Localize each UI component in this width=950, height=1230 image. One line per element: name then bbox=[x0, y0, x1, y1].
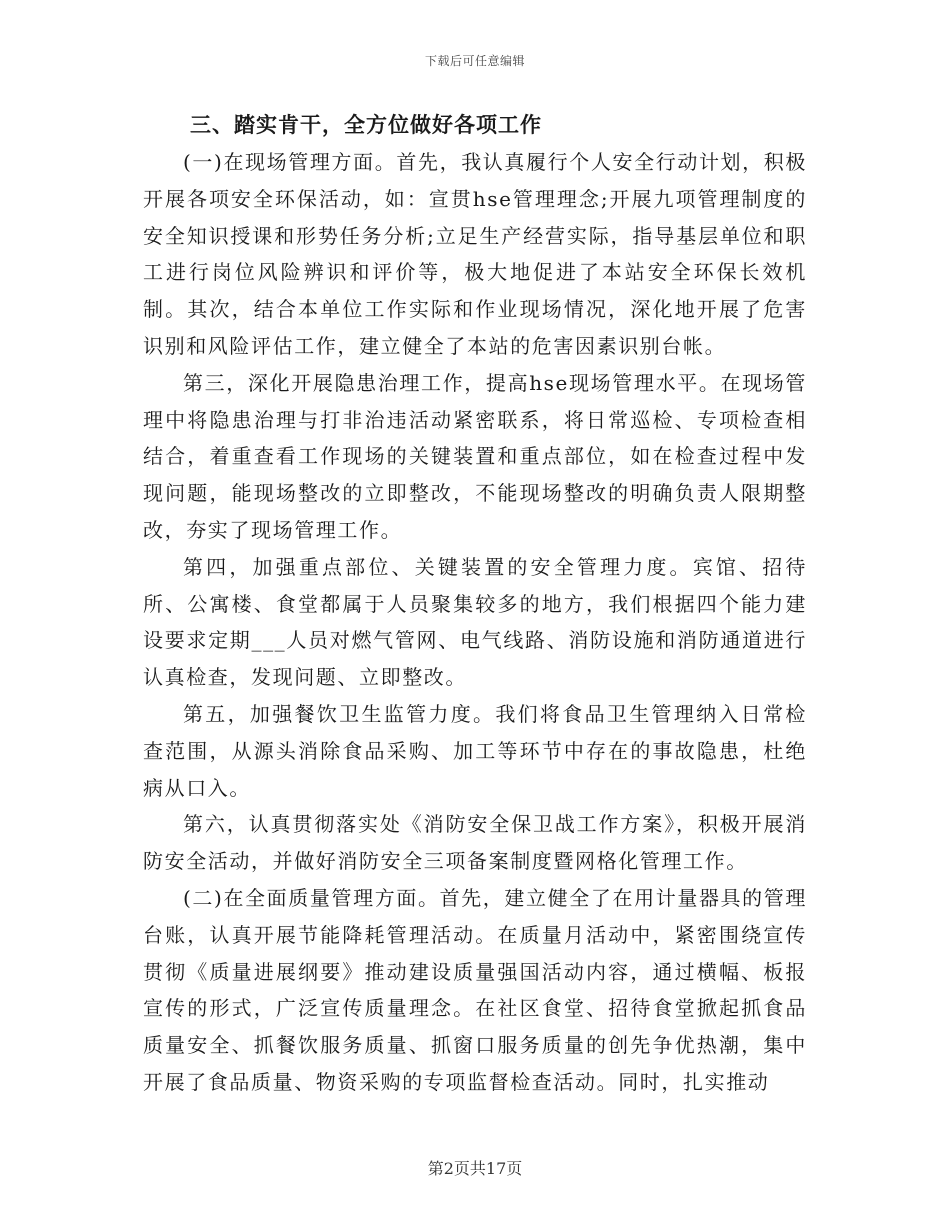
paragraph-hazard-treatment: 第三，深化开展隐患治理工作，提高hse现场管理水平。在现场管理中将隐患治理与打非治违活动紧密联系，将日常巡检、专项检查相结合，着重查看工作现场的关键装置和重点部位，如在检查过程中发现问题，能现场整改的立即整改，不能现场整改的明确负责人限期整改，夯实了现场管理工作。 bbox=[143, 370, 807, 542]
paragraph-key-areas: 第四，加强重点部位、关键装置的安全管理力度。宾馆、招待所、公寓楼、食堂都属于人员聚集较多的地方，我们根据四个能力建设要求定期___人员对燃气管网、电气线路、消防设施和消防通道进行认真检查，发现问题、立即整改。 bbox=[143, 554, 807, 690]
document-body bbox=[143, 106, 807, 1101]
section-heading: 三、踏实肯干，全方位做好各项工作 bbox=[190, 112, 542, 137]
paragraph-food-hygiene: 第五，加强餐饮卫生监管力度。我们将食品卫生管理纳入日常检查范围，从源头消除食品采购、加工等环节中存在的事故隐患，杜绝病从口入。 bbox=[143, 701, 807, 800]
paragraph-quality-management: (二)在全面质量管理方面。首先，建立健全了在用计量器具的管理台账，认真开展节能降耗管理活动。在质量月活动中，紧密围绕宣传贯彻《质量进展纲要》推动建设质量强国活动内容，通过横幅、板报宣传的形式，广泛宣传质量理念。在社区食堂、招待食堂掀起抓食品质量安全、抓餐饮服务质量、抓窗口服务质量的创先争优热潮，集中开展了食品质量、物资采购的专项监督检查活动。同时，扎实推动 bbox=[143, 885, 807, 1094]
paragraph-site-management: (一)在现场管理方面。首先，我认真履行个人安全行动计划，积极开展各项安全环保活动，如：宣贯hse管理理念;开展九项管理制度的安全知识授课和形势任务分析;立足生产经营实际，指导基层单位和职工进行岗位风险辨识和评价等，极大地促进了本站安全环保长效机制。其次，结合本单位工作实际和作业现场情况，深化地开展了危害识别和风险评估工作，建立健全了本站的危害因素识别台帐。 bbox=[143, 150, 807, 358]
paragraph-fire-safety: 第六，认真贯彻落实处《消防安全保卫战工作方案》，积极开展消防安全活动，并做好消防安全三项备案制度暨网格化管理工作。 bbox=[143, 812, 807, 874]
page-number: 第2页共17页 bbox=[427, 1159, 523, 1178]
page-header-note: 下载后可任意编辑 bbox=[424, 54, 525, 68]
